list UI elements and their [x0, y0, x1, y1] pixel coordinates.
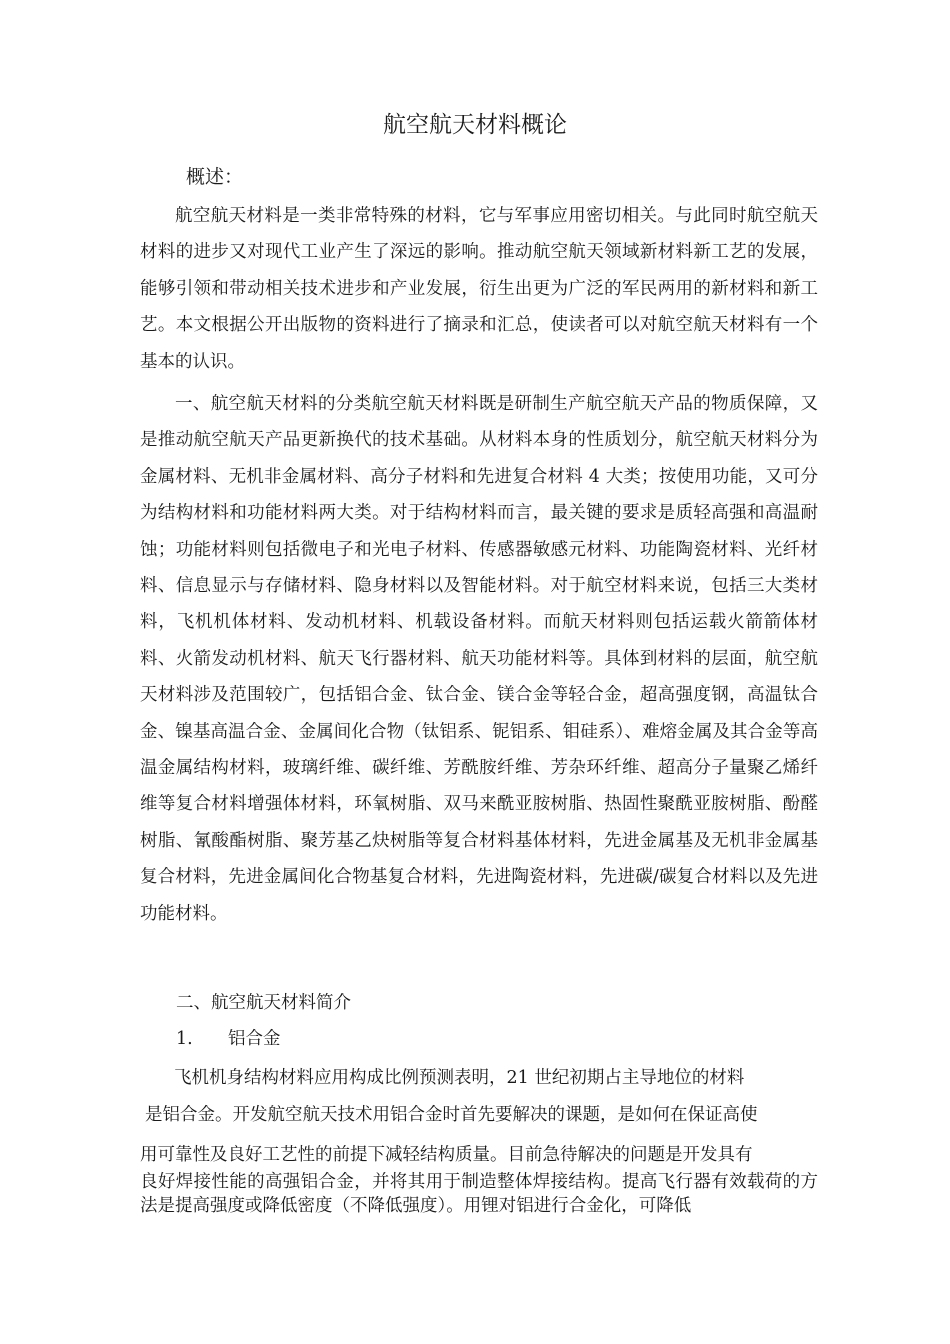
- aluminum-line-1: 飞机机身结构材料应用构成比例预测表明，21 世纪初期占主导地位的材料: [174, 1068, 745, 1088]
- section-two-heading: 二、航空航天材料简介: [176, 993, 351, 1013]
- aluminum-line-2: 是铝合金。开发航空航天技术用铝合金时首先要解决的课题，是如何在保证高使: [145, 1105, 758, 1125]
- overview-heading: 概述：: [186, 166, 244, 188]
- subsection-heading: [176, 1024, 281, 1054]
- classification-paragraph: 一、航空航天材料的分类航空航天材料既是研制生产航空航天产品的物质保障，又是推动航空航天产品更新换代的技术基础。从材料本身的性质划分，航空航天材料分为金属材料、无机非金属材料、高分子材料和先进复合材料 4 大类；按使用功能，又可分为结构材料和功能材料两大类。对于结构材料而言，最关键的要求是质轻高强和高温耐蚀；功能材料则包括微电子和光电子材料、传感器敏感元材料、功能陶瓷材料、光纤材料、信息显示与存储材料、隐身材料以及智能材料。对于航空材料来说，包括三大类材料，飞机机体材料、发动机材料、机载设备材料。而航天材料则包括运载火箭箭体材料、火箭发动机材料、航天飞行器材料、航天功能材料等。具体到材料的层面，航空航天材料涉及范围较广，包括铝合金、钛合金、镁合金等轻合金，超高强度钢，高温钛合金、镍基高温合金、金属间化合物（钛铝系、铌铝系、钼硅系）、难熔金属及其合金等高温金属结构材料，玻璃纤维、碳纤维、芳酰胺纤维、芳杂环纤维、超高分子量聚乙烯纤维等复合材料增强体材料，环氧树脂、双马来酰亚胺树脂、热固性聚酰亚胺树脂、酚醛树脂、氰酸酯树脂、聚芳基乙炔树脂等复合材料基体材料，先进金属基及无机非金属基复合材料，先进金属间化合物基复合材料，先进陶瓷材料，先进碳/碳复合材料以及先进功能材料。: [140, 394, 818, 924]
- aluminum-paragraph-continuation: 良好焊接性能的高强铝合金，并将其用于制造整体焊接结构。提高飞行器有效载荷的方法是提高强度或降低密度（不降低强度）。用锂对铝进行合金化，可降低: [140, 1172, 818, 1216]
- document-title: 航空航天材料概论: [383, 112, 567, 138]
- aluminum-line-3: 用可靠性及良好工艺性的前提下减轻结构质量。目前急待解决的问题是开发具有: [140, 1145, 753, 1165]
- subsection-number: 1.: [176, 1029, 193, 1049]
- subsection-label: 铝合金: [228, 1029, 281, 1049]
- overview-paragraph: 航空航天材料是一类非常特殊的材料，它与军事应用密切相关。与此同时航空航天材料的进步又对现代工业产生了深远的影响。推动航空航天领域新材料新工艺的发展，能够引领和带动相关技术进步和产业发展，衍生出更为广泛的军民两用的新材料和新工艺。本文根据公开出版物的资料进行了摘录和汇总，使读者可以对航空航天材料有一个基本的认识。: [140, 206, 818, 372]
